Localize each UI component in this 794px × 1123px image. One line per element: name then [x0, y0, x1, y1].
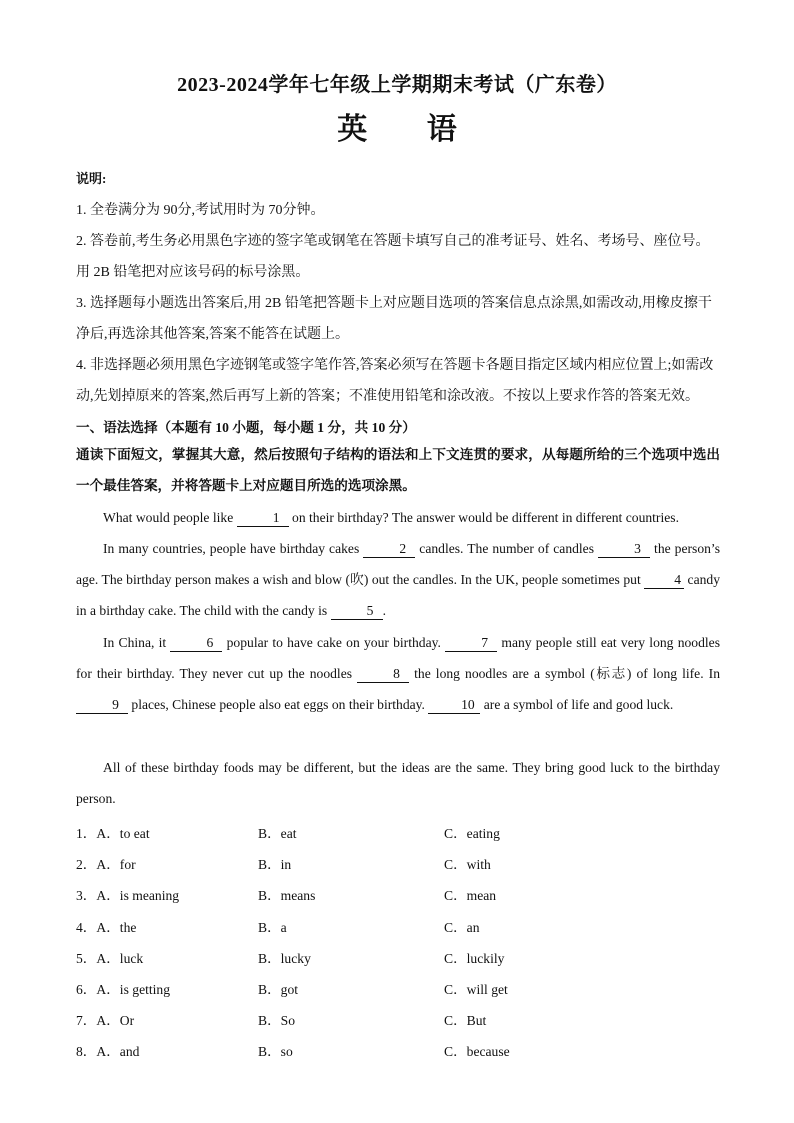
question-row: [76, 884, 720, 904]
option-b: B．in: [258, 857, 292, 872]
option-c: C．luckily: [444, 951, 505, 966]
section-heading: 一、语法选择（本题有 10 小题，每小题 1 分，共 10 分）: [76, 420, 416, 435]
note-line: 3. 选择题每小题选出答案后,用 2B 铅笔把答题卡上对应题目选项的答案信息点涂黑,如需改动,用橡皮擦干: [76, 296, 712, 311]
option-b: B．eat: [258, 826, 297, 841]
option-a: 7．A．Or: [76, 1013, 135, 1028]
passage-text: many people still eat very long noodles for their birthday. They never cut up the noodles: [76, 635, 720, 681]
answer-blank: 8: [357, 666, 409, 683]
option-a: 5．A．luck: [76, 951, 144, 966]
note-line: 用 2B 铅笔把对应该号码的标号涂黑。: [76, 265, 310, 280]
passage-text: places, Chinese people also eat eggs on their birthday.: [128, 697, 429, 712]
passage-text: on their birthday? The answer would be different in different countries.: [288, 510, 679, 525]
option-b: B．a: [258, 920, 287, 935]
option-a: 3．A．is meaning: [76, 888, 180, 903]
answer-blank: 1: [237, 510, 289, 527]
option-b: B．lucky: [258, 951, 311, 966]
option-b: B．got: [258, 982, 299, 997]
answer-blank: 3: [598, 541, 650, 558]
answer-blank: 9: [76, 697, 128, 714]
note-line: 净后,再选涂其他答案,答案不能答在试题上。: [76, 327, 349, 342]
option-a: 8．A．and: [76, 1044, 140, 1059]
passage-paragraph-4: All of these birthday foods may be different, but the ideas are the same. They bring good luck to the birthday person.: [76, 760, 720, 806]
answer-blank: 7: [445, 635, 497, 652]
exam-title: 2023-2024学年七年级上学期期末考试（广东卷）: [177, 74, 617, 96]
notes-label: 说明:: [76, 171, 107, 186]
passage-text: popular to have cake on your birthday.: [222, 635, 446, 650]
option-c: C．will get: [444, 982, 508, 997]
passage-text: the long noodles are a symbol (标志) of long life. In: [409, 666, 720, 681]
question-row: [76, 1009, 720, 1029]
passage-text: the person’s age. The birthday person makes a wish and blow (吹) out the candles. In the UK, people sometimes put: [76, 541, 720, 587]
option-c: C．an: [444, 920, 480, 935]
option-c: C．because: [444, 1044, 510, 1059]
option-c: C．mean: [444, 888, 497, 903]
option-a: 1．A．to eat: [76, 826, 150, 841]
option-c: C．with: [444, 857, 491, 872]
question-row: [76, 916, 720, 936]
exam-subject: 英 语: [337, 113, 483, 146]
answer-blank: 5: [331, 603, 383, 620]
option-c: C．But: [444, 1013, 487, 1028]
option-a: 2．A．for: [76, 857, 136, 872]
passage-text: What would people like: [103, 510, 237, 525]
option-b: B．So: [258, 1013, 296, 1028]
question-row: [76, 822, 720, 842]
answer-blank: 6: [170, 635, 222, 652]
note-line: 2. 答卷前,考生务必用黑色字迹的签字笔或钢笔在答题卡填写自己的准考证号、姓名、考场号、座位号。: [76, 234, 710, 249]
passage-paragraph-2: [76, 533, 720, 626]
question-row: [76, 978, 720, 998]
answer-blank: 10: [428, 697, 480, 714]
passage-paragraph-1: [76, 502, 720, 533]
passage-text: .: [382, 603, 386, 618]
question-row: [76, 947, 720, 967]
option-c: C．eating: [444, 826, 500, 841]
passage-text: In many countries, people have birthday cakes: [103, 541, 364, 556]
answer-blank: 2: [363, 541, 415, 558]
section-instruction: 通读下面短文，掌握其大意，然后按照句子结构的语法和上下文连贯的要求，从每题所给的三个选项中选出一个最佳答案，并将答题卡上对应题目所选的选项涂黑。: [76, 447, 720, 493]
passage-paragraph-3: [76, 627, 720, 720]
passage-text: are a symbol of life and good luck.: [480, 697, 674, 712]
option-a: 6．A．is getting: [76, 982, 171, 997]
option-b: B．so: [258, 1044, 293, 1059]
passage-text: candy in a birthday cake. The child with the candy is: [76, 572, 720, 618]
note-line: 4. 非选择题必须用黑色字迹钢笔或签字笔作答,答案必须写在答题卡各题目指定区域内相应位置上;如需改: [76, 358, 714, 373]
passage-text: candles. The number of candles: [415, 541, 599, 556]
question-row: [76, 1040, 720, 1060]
answer-blank: 4: [644, 572, 684, 589]
note-line: 1. 全卷满分为 90分,考试用时为 70分钟。: [76, 203, 325, 218]
option-b: B．means: [258, 888, 316, 903]
question-row: [76, 853, 720, 873]
option-a: 4．A．the: [76, 920, 137, 935]
note-line: 动,先划掉原来的答案,然后再写上新的答案；不准使用铅笔和涂改液。不按以上要求作答的答案无效。: [76, 389, 699, 404]
passage-text: In China, it: [103, 635, 171, 650]
